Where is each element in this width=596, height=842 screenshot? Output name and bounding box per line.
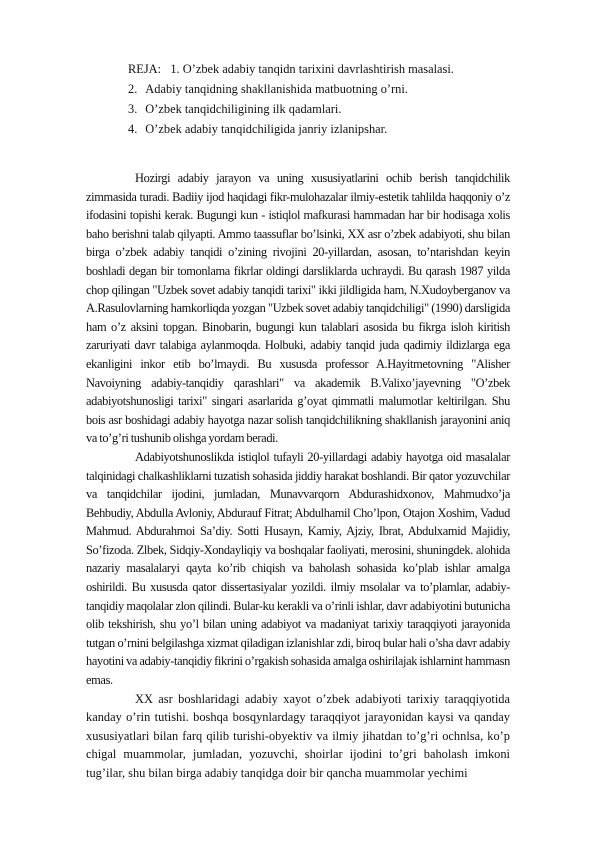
paragraph: Hozirgi adabiy jarayon va uning xususiyatlarini ochib berish tanqidchilik zimmasida turadi. Badiiy ijod haqidagi fikr-mulohazalar ilmiy-estetik tahlilda haqqoniy o’z ifodasini topishi kerak. Bugungi kun - istiqlol mafkurasi hammadan har bir hodisaga xolis baho berishni talab qilyapti. Ammo taassuflar bo’lsinki, XX asr o’zbek adabiyoti, shu bilan birga o’zbek adabiy tanqidi o’zining rivojini 20-yillardan, asosan, to’ntarishdan keyin boshladi degan bir tomonlama fikrlar oldingi darsliklarda uchraydi. Bu qarash 1987 yilda chop qilingan "Uzbek sovet adabiy tanqidi tarixi" ikki jildligida ham, N.Xudoyberganov va A.Rasulovlarning hamkorliqda yozgan "Uzbek sovet adabiy tanqidchiligi" (1990) darsligida ham o’z aksini topgan. Binobarin, bugungi kun talablari asosida bu fikrga isloh kiritish zaruriyati davr talabiga aylanmoqda. Holbuki, adabiy tanqid juda qadimiy ildizlarga ega ekanligini inkor etib bo’lmaydi. Bu xususda professor A.Hayitmetovning "Alisher Navoiyning adabiy-tanqidiy qarashlari" va akademik B.Valixo’jayevning "O’zbek adabiyotshunosligi tarixi" singari asarlarida g’oyat qimmatli malumotlar keltirilgan. Shu bois asr boshidagi adabiy hayotga nazar solish tanqidchilikning shakllanish jarayonini aniq va to’g’ri tushunib olishga yordam beradi. — [86, 171, 510, 446]
plan-item-number: 3. — [128, 102, 138, 116]
paragraph: Adabiyotshunoslikda istiqlol tufayli 20-yillardagi adabiy hayotga oid masalalar talqinidagi chalkashliklarni tuzatish sohasida jiddiy harakat boshlandi. Bir qator yozuvchilar va tanqidchilar ijodini, jumladan, Munavvarqorn Abdurashidxonov, Mahmudxo’ja Behbudiy, Abdulla Avloniy, Abdurauf Fitrat; Abdulhamil Cho’lpon, Otajon Xoshim, Vadud Mahmud. Abdurahmoi Sa’diy. Sotti Husayn, Kamiy, Ajziy, Ibrat, Abdulxamid Majidiy, So’fizoda. Zlbek, Sidqiy-Xondayliqiy va boshqalar faoliyati, merosini, shuningdek. alohida nazariy masalalaryi qayta ko’rib chiqish va baholash sohasida ko’plab ishlar amalga oshirildi. Bu xususda qator dissertasiyalar yozildi. ilmiy msolalar va to’plamlar, adabiy-tanqidiy maqolalar zlon qilindi. Bular-ku kerakli va o’rinli ishlar, davr adabiyotini butunicha olib tekshirish, shu yo’l bilan uning adabiyot va madaniyat tarixiy taraqqiyoti jarayonida tutgan o’rnini belgilashga xizmat qiladigan izlanishlar zdi, biroq bular hali o’sha davr adabiy hayotini va adabiy-tanqidiy fikrini o’rgakish sohasida amalga oshirilajak ishlarnint hammasn emas. — [86, 449, 510, 688]
plan-item-text: Adabiy tanqidning shakllanishida matbuotning o’rni. — [145, 82, 408, 96]
main-text — [86, 169, 510, 783]
plan-item-number: 4. — [128, 122, 138, 136]
plan-item-text: O’zbek adabiy tanqidn tarixini davrlashtirish masalasi. — [182, 62, 454, 76]
plan-item — [128, 79, 548, 99]
plan-item-text: O’zbek adabiy tanqidchiligida janriy izlanipshar. — [145, 122, 388, 136]
plan-item-number: 2. — [128, 82, 138, 96]
plan-item-number: 1. — [170, 62, 180, 76]
plan-item — [128, 59, 548, 79]
plan-item — [128, 99, 548, 119]
paragraph: XX asr boshlaridagi adabiy xayot o’zbek adabiyoti tarixiy taraqqiyotida kanday o’rin tutishi. boshqa bosqynlardagy taraqqiyot jarayonidan kaysi va qanday xususiyatlari bilan farq qilib turishi-obyektiv va ilmiy jihatdan to’g’ri ochnlsa, ko’p chigal muammolar, jumladan, yozuvchi, shoirlar ijodini to’gri baholash imkoni tug’ilar, shu bilan birga adabiy tanqidga doir bir qancha muammolar yechimi — [86, 691, 510, 780]
plan-block — [128, 59, 548, 139]
plan-item-text: O’zbek tanqidchiligining ilk qadamlari. — [145, 102, 342, 116]
plan-item — [128, 119, 548, 139]
plan-label: REJA: — [128, 62, 162, 76]
